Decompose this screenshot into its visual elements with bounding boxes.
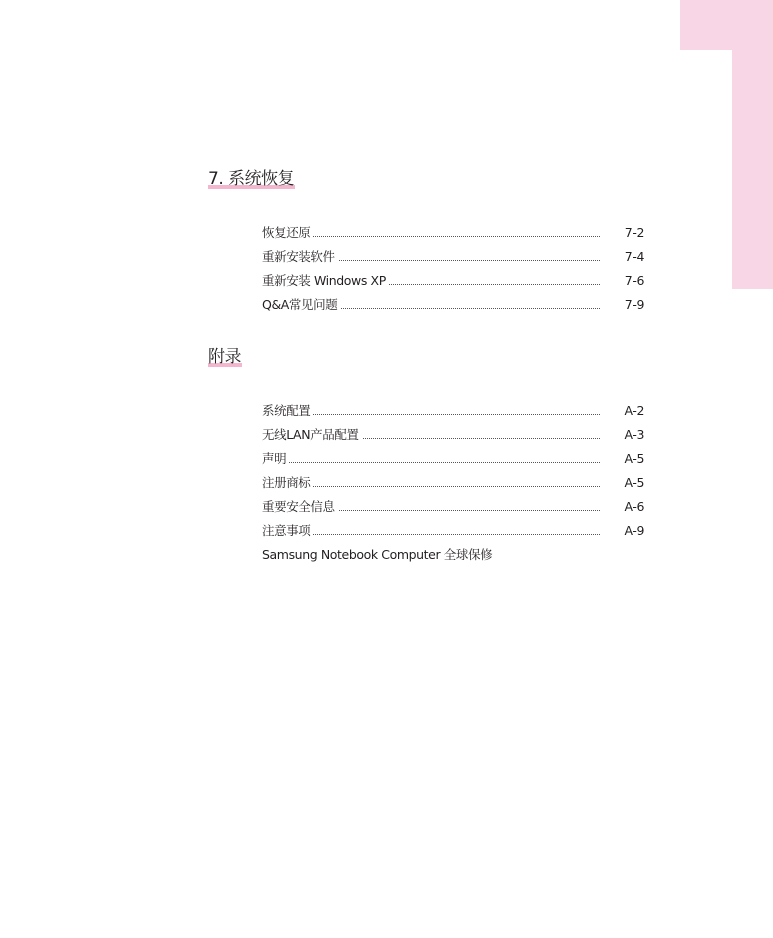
toc-entry-label: 系统配置 <box>262 399 313 423</box>
toc-entry-label: Samsung Notebook Computer 全球保修 <box>262 543 495 567</box>
toc-entry[interactable] <box>262 245 644 269</box>
chapter-7-heading <box>208 169 295 189</box>
appendix-heading-text: 附录 <box>208 347 241 367</box>
toc-entry-page: A-6 <box>624 499 644 514</box>
toc-entry[interactable] <box>262 293 644 317</box>
toc-entry[interactable] <box>262 399 644 423</box>
toc-entry-label: 注册商标 <box>262 471 313 495</box>
toc-entry[interactable] <box>262 543 644 567</box>
toc-entry-page: 7-6 <box>624 273 644 288</box>
toc-entry-page: 7-4 <box>624 249 644 264</box>
dot-leader <box>262 462 600 463</box>
toc-entry[interactable] <box>262 471 644 495</box>
toc-entry[interactable] <box>262 423 644 447</box>
appendix-toc <box>262 399 644 567</box>
toc-entry-page: 7-9 <box>624 297 644 312</box>
toc-entry-label: 重新安装 Windows XP <box>262 269 389 293</box>
appendix-heading <box>208 347 242 367</box>
chapter-tab-top <box>680 0 773 50</box>
toc-entry-label: 无线LAN产品配置 <box>262 423 362 447</box>
toc-entry[interactable] <box>262 447 644 471</box>
toc-entry-label: 重新安装软件 <box>262 245 338 269</box>
toc-entry-label: 重要安全信息 <box>262 495 338 519</box>
toc-entry-page: 7-2 <box>624 225 644 240</box>
toc-entry-page: A-2 <box>624 403 644 418</box>
toc-entry[interactable] <box>262 519 644 543</box>
toc-entry[interactable] <box>262 495 644 519</box>
toc-entry-label: 恢复还原 <box>262 221 313 245</box>
toc-entry[interactable] <box>262 269 644 293</box>
chapter-tab-side <box>732 50 773 289</box>
chapter-7-heading-text: 7. 系统恢复 <box>208 169 295 189</box>
toc-entry-label: 声明 <box>262 447 289 471</box>
chapter-7-toc <box>262 221 644 317</box>
toc-entry-label: 注意事项 <box>262 519 313 543</box>
toc-entry-page: A-5 <box>624 475 644 490</box>
toc-entry-page: A-3 <box>624 427 644 442</box>
toc-entry[interactable] <box>262 221 644 245</box>
toc-entry-page: A-5 <box>624 451 644 466</box>
toc-entry-page: A-9 <box>624 523 644 538</box>
toc-entry-label: Q&A常见问题 <box>262 293 340 317</box>
